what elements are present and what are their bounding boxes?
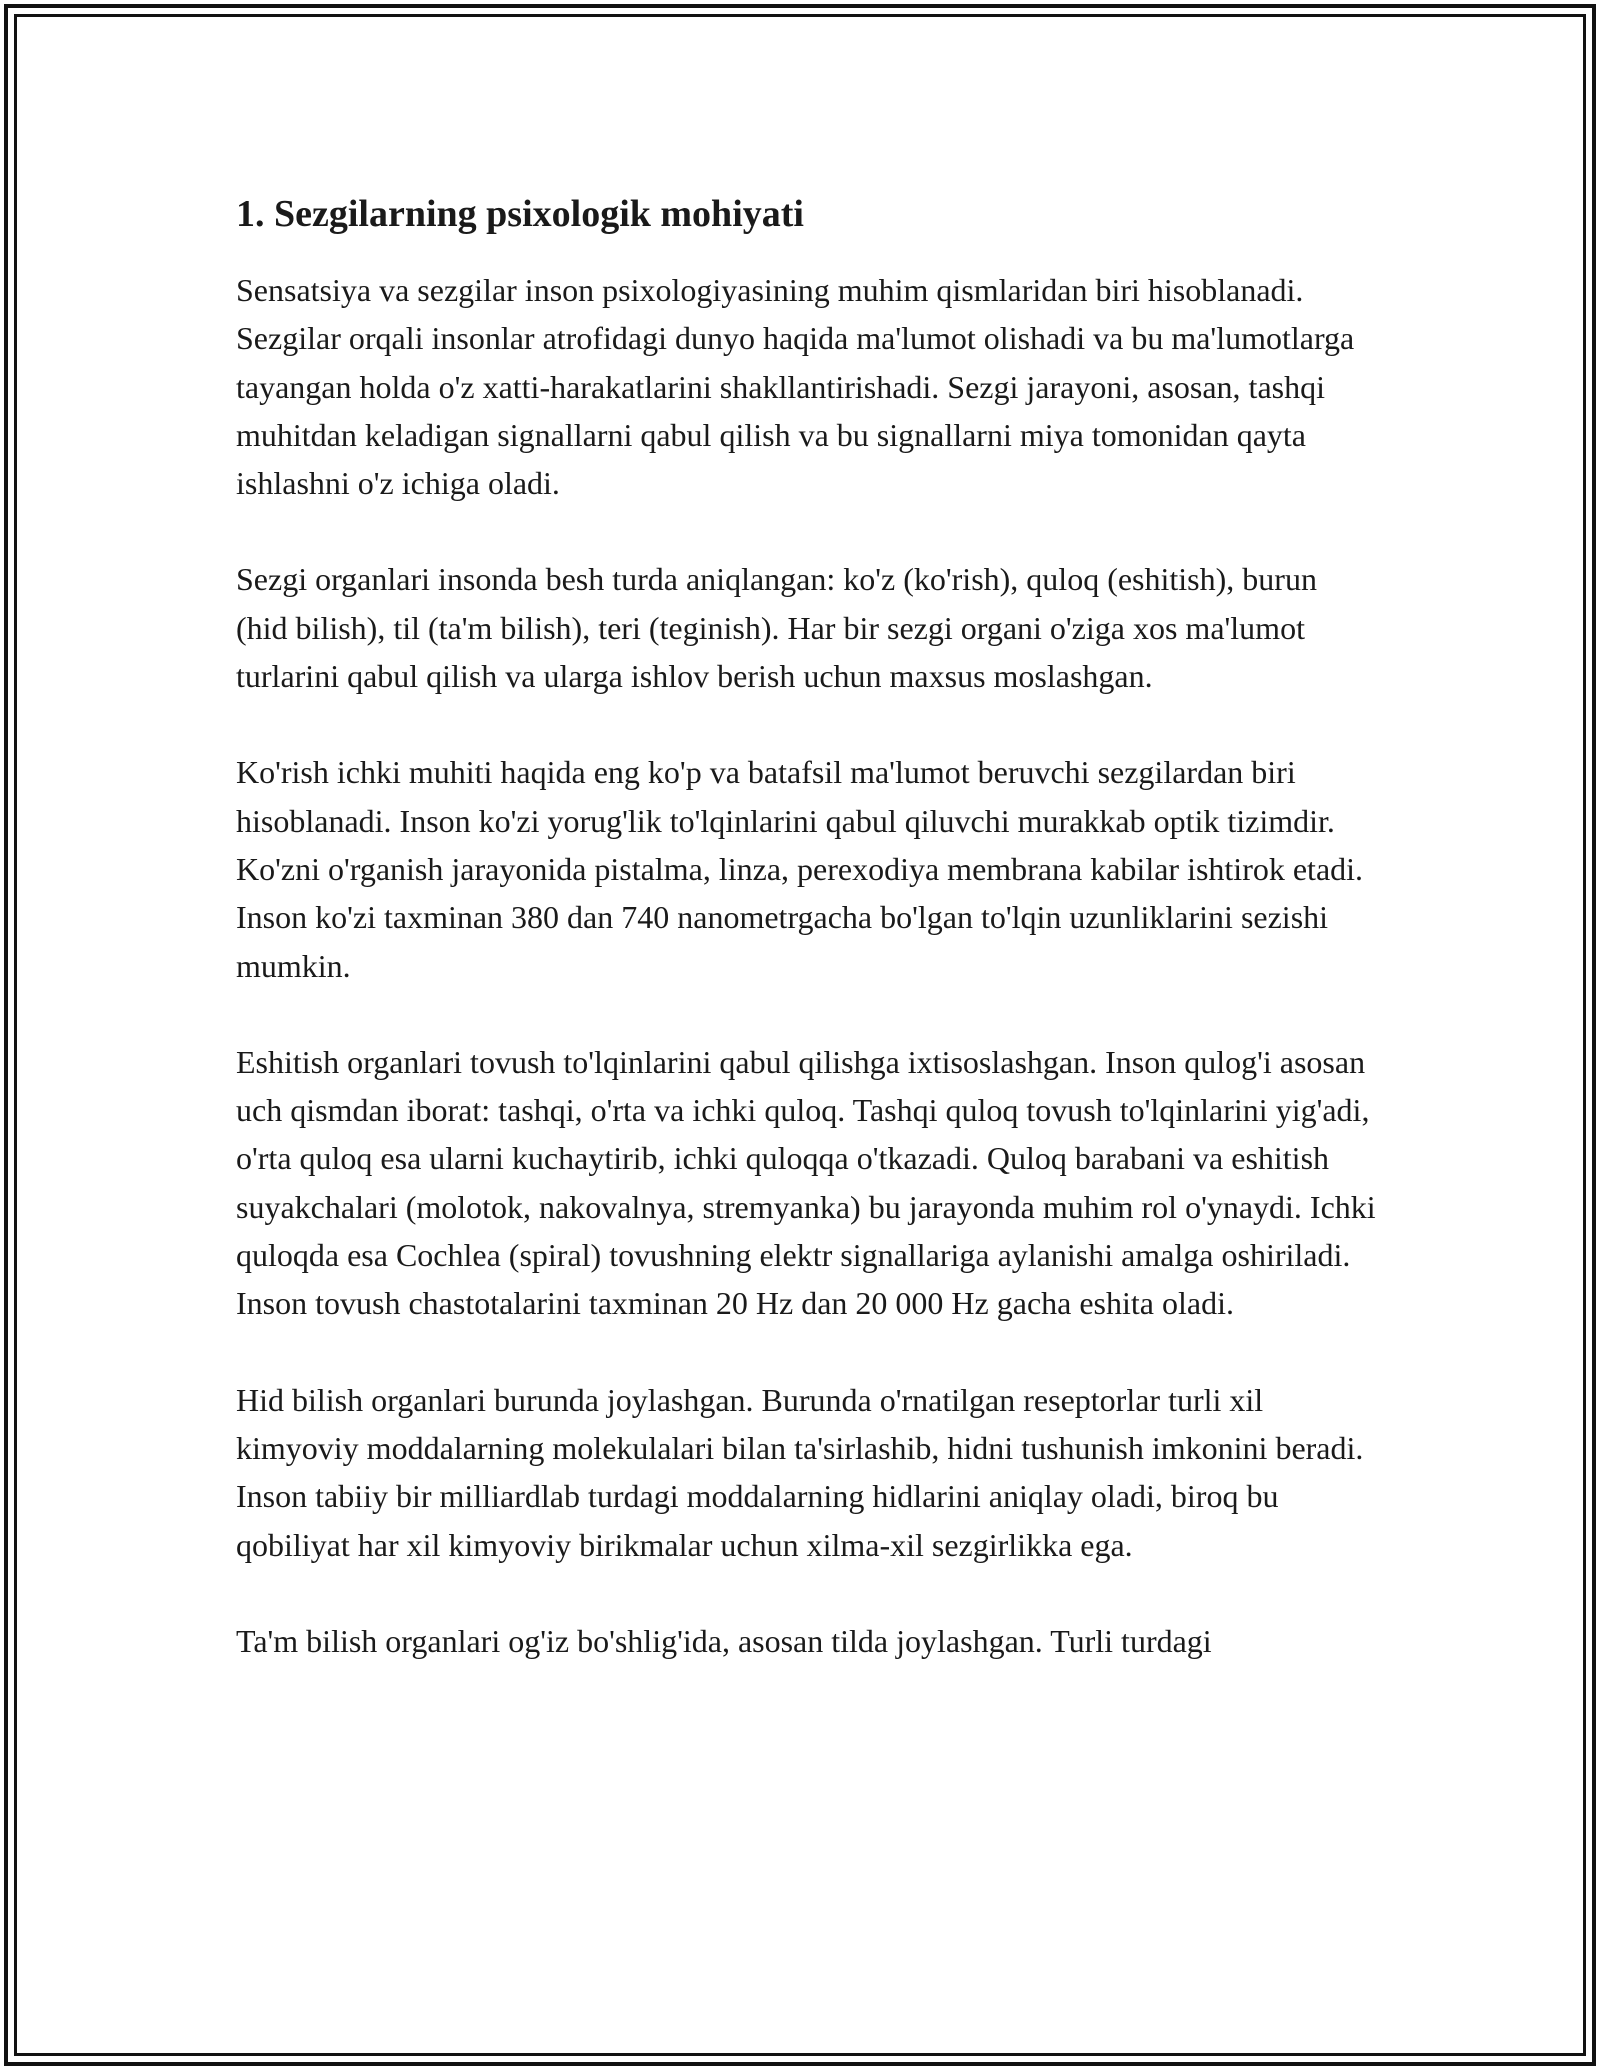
paragraph-sezgi-organlari: Sezgi organlari insonda besh turda aniqlangan: ko'z (ko'rish), quloq (eshitish), burun (hid bilish), til (ta'm bilish), teri (teginish). Har bir sezgi organi o'ziga xos ma'lumot turlarini qabul qilish va ularga ishlov berish uchun maxsus moslashgan. (236, 561, 1317, 695)
paragraph-sensatsiya: Sensatsiya va sezgilar inson psixologiyasining muhim qismlaridan biri hisoblanadi. Sezgilar orqali insonlar atrofidagi dunyo haqida ma'lumot olishadi va bu ma'lumotlarga tayangan holda o'z xatti-harakatlarini shakllantirishadi. Sezgi jarayoni, asosan, tashqi muhitdan keladigan signallarni qabul qilish va bu signallarni miya tomonidan qayta ishlashni o'z ichiga oladi. (236, 272, 1355, 502)
section-heading: 1. Sezgilarning psixologik mohiyati (236, 193, 804, 235)
paragraph-korish: Ko'rish ichki muhiti haqida eng ko'p va batafsil ma'lumot beruvchi sezgilardan biri hisoblanadi. Inson ko'zi yorug'lik to'lqinlarini qabul qiluvchi murakkab optik tizimdir. Ko'zni o'rganish jarayonida pistalma, linza, perexodiya membrana kabilar ishtirok etadi. Inson ko'zi taxminan 380 dan 740 nanometrgacha bo'lgan to'lqin uzunliklarini sezishi mumkin. (236, 754, 1364, 984)
paragraph-eshitish: Eshitish organlari tovush to'lqinlarini qabul qilishga ixtisoslashgan. Inson qulog'i asosan uch qismdan iborat: tashqi, o'rta va ichki quloq. Tashqi quloq tovush to'lqinlarini yig'adi, o'rta quloq esa ularni kuchaytirib, ichki quloqqa o'tkazadi. Quloq barabani va eshitish suyakchalari (molotok, nakovalnya, stremyanka) bu jarayonda muhim rol o'ynaydi. Ichki quloqda esa Cochlea (spiral) tovushning elektr signallariga aylanishi amalga oshiriladi. Inson tovush chastotalarini taxminan 20 Hz dan 20 000 Hz gacha eshita oladi. (236, 1043, 1376, 1322)
paragraph-tam-bilish: Ta'm bilish organlari og'iz bo'shlig'ida, asosan tilda joylashgan. Turli turdagi (236, 1622, 1212, 1659)
paragraph-hid-bilish: Hid bilish organlari burunda joylashgan. Burunda o'rnatilgan reseptorlar turli xil kimyoviy moddalarning molekulalari bilan ta'sirlashib, hidni tushunish imkonini beradi. Inson tabiiy bir milliardlab turdagi moddalarning hidlarini aniqlay oladi, biroq bu qobiliyat har xil kimyoviy birikmalar uchun xilma-xil sezgirlikka ega. (236, 1381, 1364, 1563)
document-body (236, 186, 1376, 1713)
